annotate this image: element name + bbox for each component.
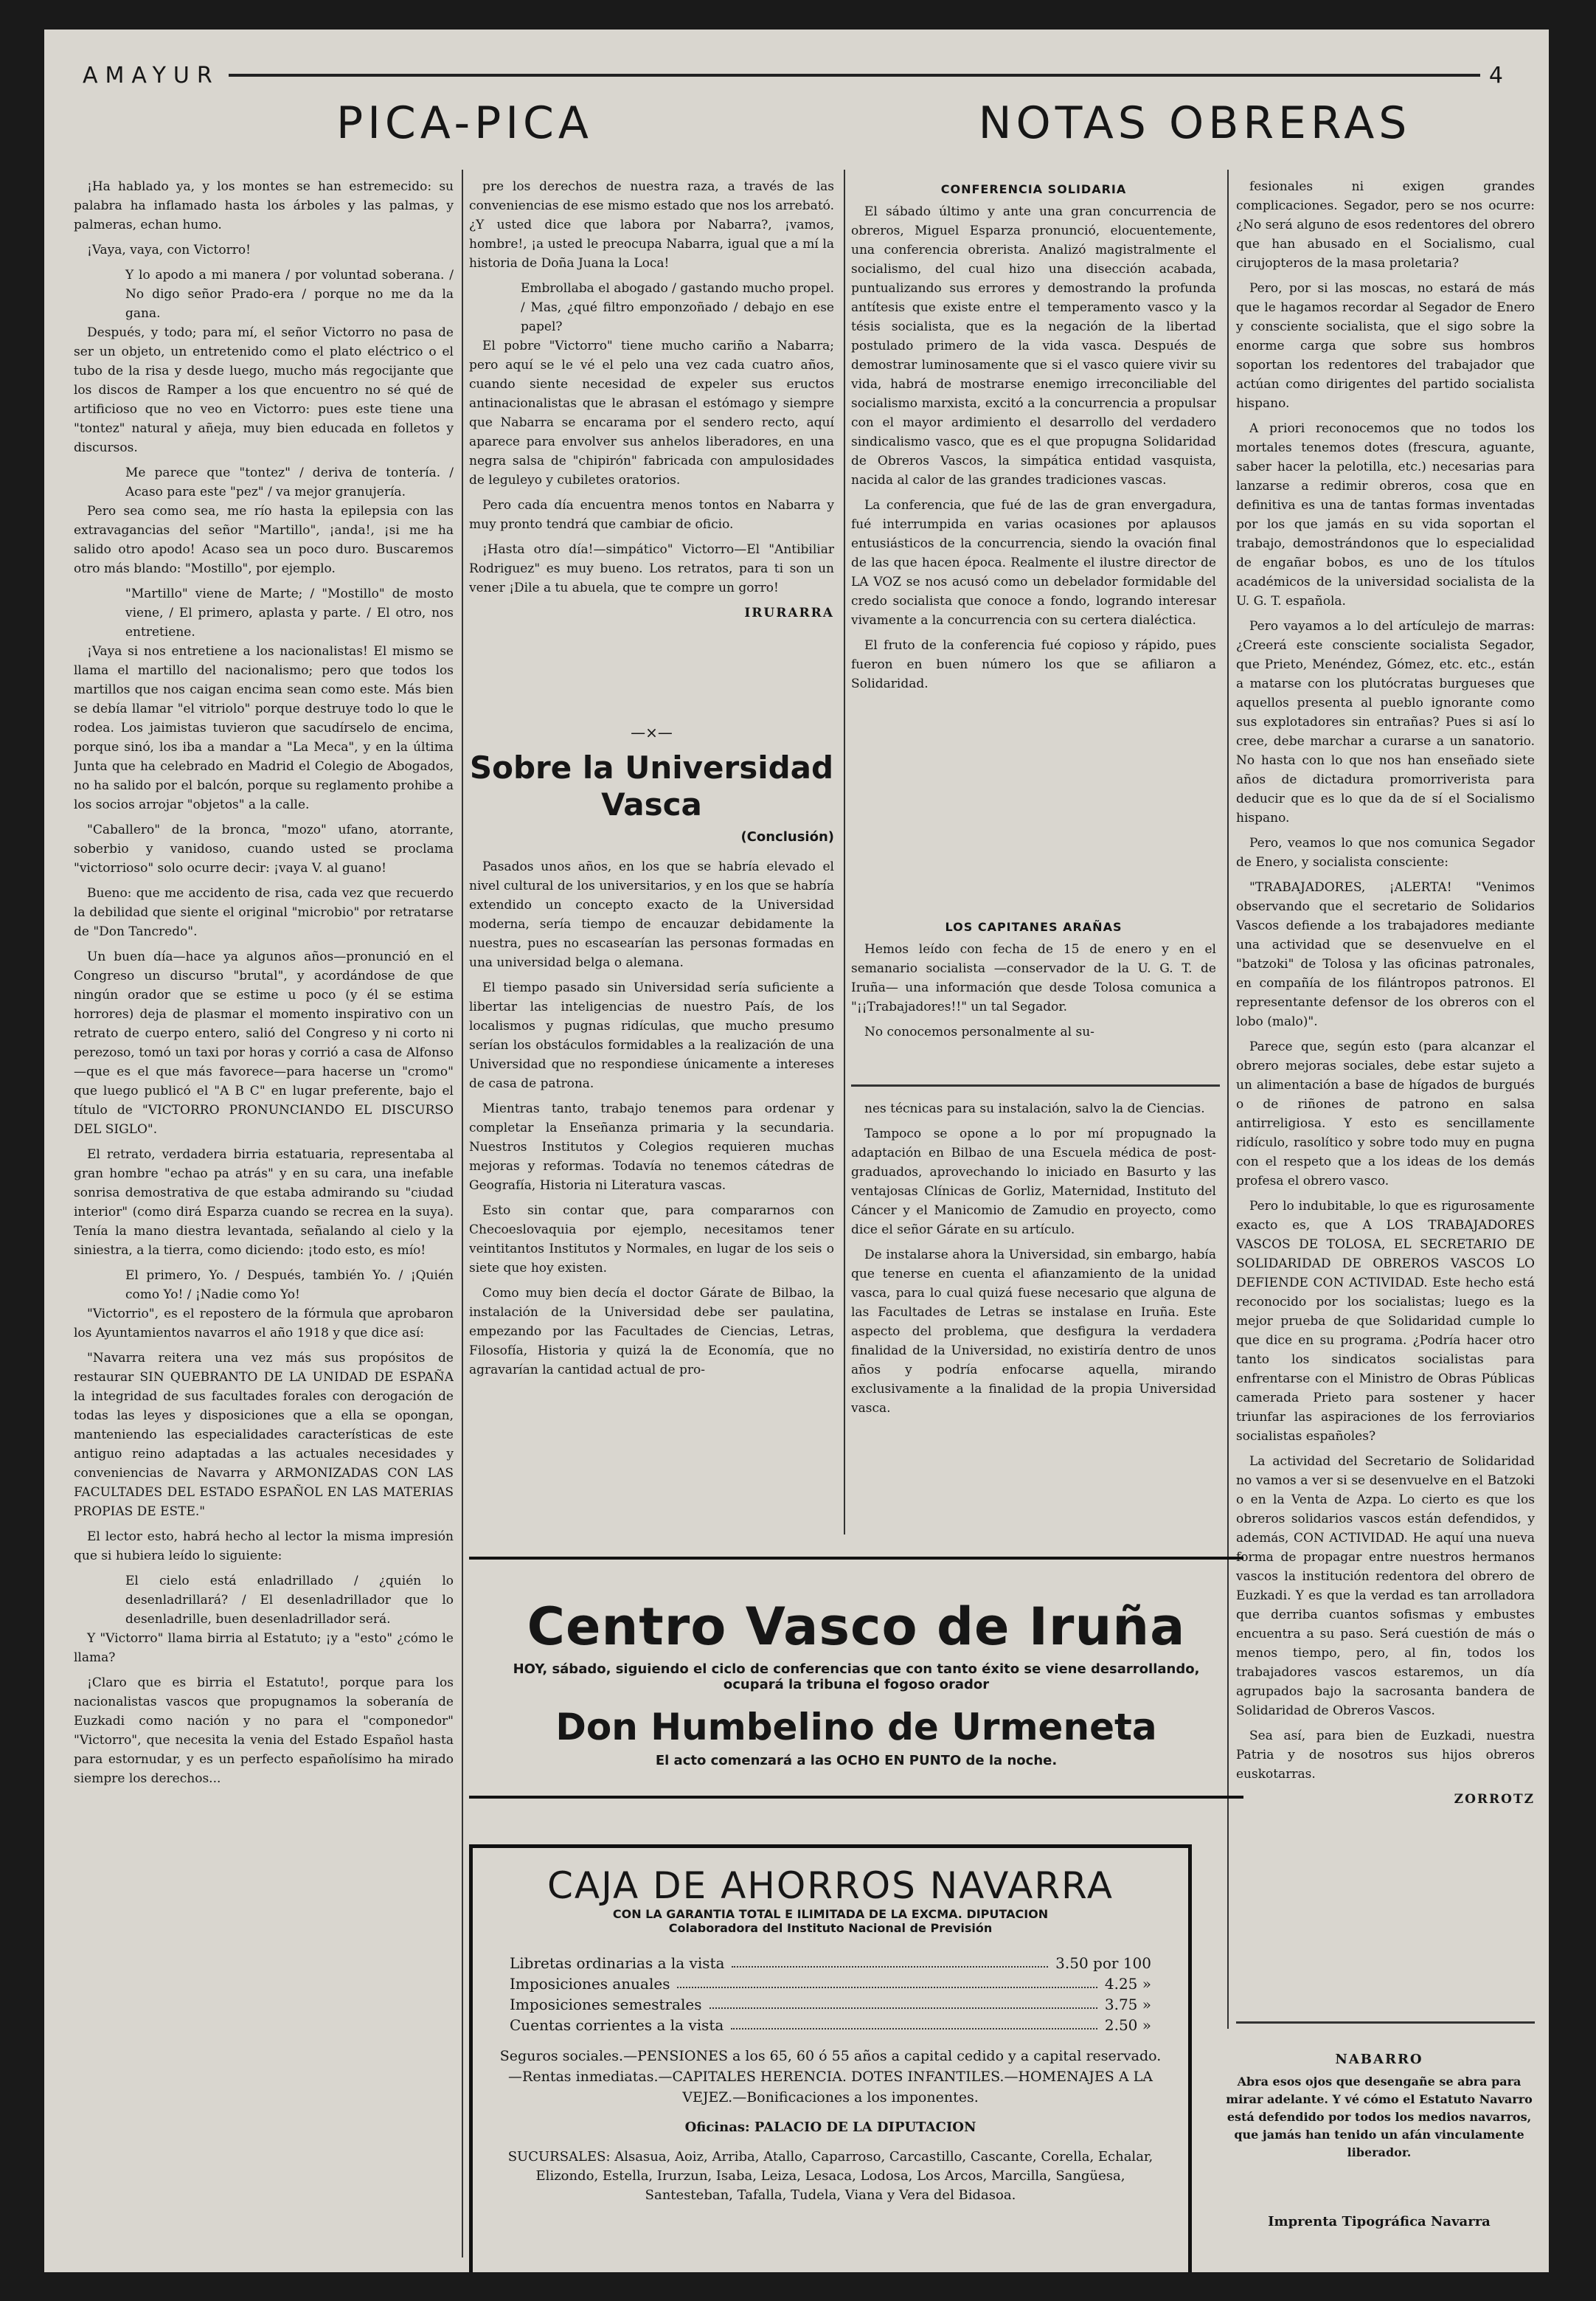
paragraph: Tampoco se opone a lo por mí propugnado la adaptación en Bilbao de una Escuela médica de post-graduados, aprovechando lo iniciado en Basurto y las ventajosas Clínicas de Gorliz, Maternidad, Instituto del Cáncer y el Manicomio de Zamudio en proyecto, como dice el señor Gárate en su artículo. [851,1127,1216,1237]
paragraph: pre los derechos de nuestra raza, a través de las conveniencias de ese mismo estado que nos los arrebató. ¿Y usted dice que labora por Nabarra?, ¡vamos, hombre!, ¡a usted le preocupa Nabarra, igual que a mí la historia de Doña Juana la Loca! [469,179,834,271]
horizontal-rule [1236,2021,1535,2024]
paragraph: Me parece que "tontez" / deriva de tontería. / Acaso para este "pez" / va mejor granujería. [125,466,454,499]
paragraph: "Martillo" viene de Marte; / "Mostillo" de mosto viene, / El primero, aplasta y parte. / El otro, nos entretiene. [125,587,454,640]
horizontal-rule [851,1084,1220,1087]
paragraph: El retrato, verdadera birria estatuaria, representaba al gran hombre "echao pa atrás" y en su cara, una inefable sonrisa demostrativa de que estaba admirando su "ciudad interior" (como dirá Esparza cuando se recrea en la suya). Tenía la mano diestra levantada, señalando al cielo y la siniestra, a la tierra, como diciendo: ¡todo esto, es mío! [74,1147,454,1258]
rate-value: 3.75 » [1104,1996,1151,2013]
pica-pica-column-2 [469,177,834,708]
leader-dots [732,1953,1048,1968]
rate-row [510,1994,1151,2015]
paragraph: Hemos leído con fecha de 15 de enero y en el semanario socialista —conservador de la U. G. T. de Iruña— una información que desde Tolosa comunica a "¡¡Trabajadores!!" un tal Segador. [851,942,1216,1014]
paragraph: La actividad del Secretario de Solidaridad no vamos a ver si se desenvuelve en el Batzoki o en la Venta de Azpa. Lo cierto es que los obreros solidarios vascos están defendidos, y además, CON ACTIVIDAD. He aquí una nueva forma de propagar entre nuestros hermanos vascos la institución redentora del obrero de Euzkadi. Y es que la verdad es tan arrolladora que derriba cuantos sofismas y embustes encuentra a su paso. Será cuestión de más o menos tiempo, pero, al fin, todos los trabajadores vascos estaremos, un día agrupados bajo la sacrosanta bandera de Solidaridad de Obreros Vascos. [1236,1454,1535,1718]
universidad-subtitle: (Conclusión) [740,829,834,845]
rate-row [510,2015,1151,2035]
leader-dots [709,1994,1097,2009]
centro-vasco-ad [469,1557,1243,1799]
separator: —×— [631,724,673,741]
rate-row [510,1973,1151,1994]
paragraph: A priori reconocemos que no todos los mortales tenemos dotes (frescura, aguante, saber hacer la pelotilla, etc.) necesarias para lanzarse a redimir obreros, cosa que en definitiva es una de tantas formas inventadas por los que jamás en su vida soportan el trabajo, demostrándonos que lo especialidad de engañar bobos, es uno de los títulos académicos de la universidad socialista de la U. G. T. española. [1236,421,1535,609]
paragraph: El pobre "Victorro" tiene mucho cariño a Nabarra; pero aquí se le vé el pelo una vez cada cuatro años, cuando siente necesidad de expeler sus eructos antinacionalistas que le abrasan el estómago y siempre que Nabarra se encarama por el sendero recto, aquí aparece para envolver sus anhelos liberadores, en una negra salsa de "chipirón" fabricada con ampulosidades de leguleyo y cubiletes oratorios. [469,339,834,488]
paragraph: ¡Hasta otro día!—simpático" Victorro—El "Antibiliar Rodriguez" es muy bueno. Los retratos, para ti son un vener ¡Dile a tu abuela, que te compre un gorro! [469,542,834,595]
paragraph: El cielo está enladrillado / ¿quién lo desenladrillará? / El desenladrillador que lo desenladrille, buen desenladrillador será. [125,1574,454,1627]
printer-credit: Imprenta Tipográfica Navarra [1268,2214,1491,2229]
caja-title: CAJA DE AHORROS NAVARRA [547,1864,1114,1907]
pica-pica-column-1 [74,177,454,2257]
nabarro-text: Abra esos ojos que desengañe se abra para mirar adelante. Y vé cómo el Estatuto Navarro está defendido por todos los medios navarros, que jamás han tenido un afán vinculamente liberador. [1226,2075,1533,2159]
newspaper-page [44,30,1549,2272]
paragraph: ¡Ha hablado ya, y los montes se han estremecido: su palabra ha inflamado hasta los árboles y las palmas, y palmeras, echan humo. [74,179,454,232]
paragraph: "Navarra reitera una vez más sus propósitos de restaurar SIN QUEBRANTO DE LA UNIDAD DE ESPAÑA la integridad de sus facultades forales con derogación de todas las leyes y disposiciones que a ella se opongan, manteniendo las especialidades características de este antiguo reino adaptadas a las actuales necesidades y conveniencias de Navarra y ARMONIZADAS CON LAS FACULTADES DEL ESTADO ESPAÑOL EN LAS MATERIAS PROPIAS DE ESTE." [74,1351,454,1519]
paragraph: El sábado último y ante una gran concurrencia de obreros, Miguel Esparza pronunció, elocuentemente, una conferencia obrerista. Analizó magistralmente el socialismo, del cual hizo una disección acabada, puntualizando sus errores y demostrando la profunda antítesis que existe entre el temperamento vasco y la tésis socialista, que es la negación de la libertad postulado primero de la vida vasca. Después de demostrar luminosamente que si el vasco quiere vivir su vida, habrá de mostrarse enemigo irreconciliable del socialismo marxista, excitó a la concurrencia a propulsar con el mayor ardimiento el desarrollo del verdadero sindicalismo vasco, que es el que propugna Solidaridad de Obreros Vascos, la simpática entidad vasquista, nacida al calor de las grandes tradiciones vascas. [851,204,1216,488]
paragraph: El primero, Yo. / Después, también Yo. / ¡Quién como Yo! / ¡Nadie como Yo! [125,1268,454,1302]
centro-vasco-title: Centro Vasco de Iruña [527,1596,1186,1657]
paragraph: Pero lo indubitable, lo que es rigurosamente exacto es, que A LOS TRABAJADORES VASCOS DE TOLOSA, EL SECRETARIO DE SOLIDARIDAD DE OBREROS VASCOS LO DEFIENDE CON ACTIVIDAD. Este hecho está reconocido por los socialistas; luego es la mejor prueba de que Solidaridad cumple lo que dice en su programa. ¿Podría hacer otro tanto los sindicatos socialistas para enfrentarse con el Ministro de Obras Públicas camerada Prieto para sostener y hacer triunfar las aspiraciones de los ferroviarios socialistas españoles? [1236,1199,1535,1444]
pica-pica-title: PICA-PICA [336,97,593,149]
paragraph: nes técnicas para su instalación, salvo la de Ciencias. [864,1101,1205,1116]
paragraph: ¡Vaya, vaya, con Victorro! [87,243,251,257]
leader-dots [731,2015,1097,2030]
conferencia-article [851,177,1216,915]
paragraph: Como muy bien decía el doctor Gárate de Bilbao, la instalación de la Universidad debe ser paulatina, empezando por las Facultades de Ciencias, Letras, Filosofía, Historia y quizá la de Economía, que no agravarían la cantidad actual de pro- [469,1286,834,1377]
rate-label: Imposiciones semestrales [510,1996,702,2013]
paragraph: Después, y todo; para mí, el señor Victorro no pasa de ser un objeto, un entretenido como el plato eléctrico o el tubo de la risa y desde luego, mucho más regocijante que los discos de Ramper a los que encuentro no sé qué de artificioso que no veo en Victorro: pues este tiene una "tontez" natural y añeja, muy bien educada en folletos y discursos. [74,325,454,455]
rate-label: Cuentas corrientes a la vista [510,2016,724,2034]
paragraph: Bueno: que me accidento de risa, cada vez que recuerdo la debilidad que siente el original "microbio" por retratarse de "Don Tancredo". [74,886,454,939]
paragraph: Pero vayamos a lo del artículejo de marras: ¿Creerá este consciente socialista Segador, que Prieto, Menéndez, Gómez, etc. etc., están a matarse con los plutócratas burgueses que aquellos presenta al pueblo ignorante como sus explotadores sin entrañas? Pues si así lo cree, debe marchar a curarse a un sanatorio. No hasta con lo que nos han enseñado siete años de dictadura promorriverista para deducir que es lo que da de sí el Socialismo hispano. [1236,619,1535,826]
paragraph: La conferencia, que fué de las de gran envergadura, fué interrumpida en varias ocasiones por aplausos entusiásticos de la concurrencia, siendo la ovación final de las que hacen época. Realmente el ilustre director de LA VOZ se nos acusó como un debelador formidable del credo socialista que conoce a fondo, logrando interesar vivamente a la concurrencia con su certera dialéctica. [851,498,1216,628]
rate-row [510,1953,1151,1973]
rate-value: 4.25 » [1104,1975,1151,1993]
paragraph: No conocemos personalmente al su- [864,1025,1094,1039]
paragraph: Mientras tanto, trabajo tenemos para ordenar y completar la Enseñanza primaria y la secundaria. Nuestros Institutos y Colegios requieren muchas mejoras y reformas. Todavía no tenemos cátedras de Geografía, Historia ni Literatura vascas. [469,1101,834,1193]
paragraph: Y lo apodo a mi manera / por voluntad soberana. / No digo señor Prado-era / porque no me da la gana. [125,268,454,321]
caja-guarantee: CON LA GARANTIA TOTAL E ILIMITADA DE LA EXCMA. DIPUTACION [612,1907,1049,1921]
paragraph: Embrollaba el abogado / gastando mucho propel. / Mas, ¿qué filtro emponzoñado / debajo en ese papel? [521,281,834,334]
paragraph: Pero sea como sea, me río hasta la epilepsia con las extravagancias del señor "Martillo", ¡anda!, ¡si me ha salido otro apodo! Acaso sea un poco duro. Buscaremos otro más blando: "Mostillo", por ejemplo. [74,504,454,576]
paper-name: AMAYUR [74,63,229,89]
page-number: 4 [1480,63,1519,89]
paragraph: fesionales ni exigen grandes complicaciones. Segador, pero se nos ocurre: ¿No será alguno de esos redentores del obrero que han abusado en el Socialismo, cual cirujopteros de la masa proletaria? [1236,179,1535,271]
masthead [74,44,1519,89]
rate-label: Imposiciones anuales [510,1975,670,1993]
capitanes-article [851,915,1216,1077]
event-time: El acto comenzará a las OCHO EN PUNTO de la noche. [655,1753,1058,1768]
paragraph: Esto sin contar que, para compararnos con Checoeslovaquia por ejemplo, necesitamos tener veintitantos Institutos y Normales, en lugar de los seis o siete que hoy existen. [469,1203,834,1276]
rate-value: 2.50 » [1104,2016,1151,2034]
paragraph: Un buen día—hace ya algunos años—pronunció en el Congreso un discurso "brutal", y acordándose de que ningún orador que se estime u poco (y él se estima horrores) deja de plasmar el momento inspirativo con un retrato de cuerpo entero, salió del Congreso y ni corto ni perezoso, tomó un taxi por horas y corrió a casa de Alfonso—que es el que más favorece—para hacerse un "cromo" que luego publicó el "A B C" en lugar preferente, bajo el título de "VICTORRO PRONUNCIANDO EL DISCURSO DEL SIGLO". [74,949,454,1137]
paragraph: ¡Claro que es birria el Estatuto!, porque para los nacionalistas vascos que propugnamos la soberanía de Euzkadi como nación y no para el "componedor" "Victorro", que necesita la venia del Estado Español hasta para estornudar, y es un perfecto españolísimo ha mirado siempre los derechos... [74,1675,454,1786]
paragraph: "Caballero" de la bronca, "mozo" ufano, atorrante, soberbio y vanidoso, cuando usted se proclama "victorrioso" solo ocurre decir: ¡vaya V. al guano! [74,823,454,876]
rates-list [510,1953,1151,2035]
nabarro-box [1224,2051,1534,2231]
paragraph: Pasados unos años, en los que se habría elevado el nivel cultural de los universitarios, y en los que se habría extendido un concepto exacto de la Universidad moderna, sería tiempo de encauzar debidamente la nuestra, pues no escasearían las personas formadas en una universidad belga o alemana. [469,859,834,970]
caja-offices: Oficinas: PALACIO DE LA DIPUTACION [684,2120,976,2135]
caja-collaboration: Colaboradora del Instituto Nacional de Previsión [668,1921,993,1935]
pica-signature: IRURARRA [744,606,834,620]
notas-obreras-title: NOTAS OBRERAS [978,97,1412,149]
leader-dots [677,1973,1097,1988]
capitanes-heading: LOS CAPITANES ARAÑAS [945,920,1123,934]
paragraph: Pero, veamos lo que nos comunica Segador de Enero, y socialista consciente: [1236,836,1535,870]
universidad-article [469,723,834,1542]
nabarro-title: NABARRO [1335,2052,1423,2067]
column-divider [462,170,463,2257]
obreras-signature: ZORROTZ [1454,1792,1535,1807]
speaker-name: Don Humbelino de Urmeneta [555,1706,1157,1748]
paragraph: El lector esto, habrá hecho al lector la misma impresión que si hubiera leído lo siguiente: [74,1529,454,1563]
paragraph: Pero cada día encuentra menos tontos en Nabarra y muy pronto tendrá que cambiar de oficio. [469,498,834,532]
caja-ahorros-ad [469,1844,1192,2272]
notas-obreras-right-column [1236,177,1535,2007]
paragraph: El fruto de la conferencia fué copioso y rápido, pues fueron en buen número los que se afiliaron a Solidaridad. [851,638,1216,691]
conferencia-heading: CONFERENCIA SOLIDARIA [940,182,1127,196]
paragraph: Pero, por si las moscas, no estará de más que le hagamos recordar al Segador de Enero y consciente socialista, que el sigo sobre la enorme carga que sobre sus hombros soportan los redentores del trabajador que actúan como dirigentes del partido socialista hispano. [1236,281,1535,411]
universidad-title: Sobre la Universidad Vasca [469,750,834,823]
paragraph: El tiempo pasado sin Universidad sería suficiente a libertar las inteligencias de nuestro País, de los localismos y pugnas ridículas, que mucho presumo serían los obstáculos formidables a la realización de una Universidad que no respondiese únicamente a intereses de casa de patrona. [469,980,834,1091]
rate-label: Libretas ordinarias a la vista [510,1954,725,1972]
universidad-continuation [851,1099,1216,1534]
centro-vasco-announcement: HOY, sábado, siguiendo el ciclo de conferencias que con tanto éxito se viene desarrollando, ocupará la tribuna el fogoso orador [513,1661,1200,1692]
paragraph: ¡Vaya si nos entretiene a los nacionalistas! El mismo se llama el martillo del nacionalismo; pero que todos los martillos que nos caigan encima sean como este. Más bien se debía llamar "el vitriolo" porque destruye todo lo que le rodea. Los jaimistas tuvieron que sacudírselo de encima, porque sinó, los iba a mandar a "La Meca", y en la última Junta que ha celebrado en Madrid el Colegio de Abogados, no ha salido por el balcón, porque su reglamento prohibe a los socios arrojar "objetos" a la calle. [74,644,454,812]
column-divider [844,170,845,1534]
paragraph: De instalarse ahora la Universidad, sin embargo, había que tenerse en cuenta el afianzamiento de la unidad vasca, para lo cual quizá fuese necesario que alguna de las Facultades de Letras se instalase en Iruña. Este aspecto del problema, que desfigura la verdadera finalidad de la Universidad, no existiría dentro de unos años y podría enfocarse aquella, mirando exclusivamente a la finalidad de la propia Universidad vasca. [851,1248,1216,1416]
paragraph: Sea así, para bien de Euzkadi, nuestra Patria y de nosotros sus hijos obreros euskotarras. [1236,1729,1535,1782]
caja-services: Seguros sociales.—PENSIONES a los 65, 60 ó 55 años a capital cedido y a capital reservado.—Rentas inmediatas.—CAPITALES HERENCIA. DOTES INFANTILES.—HOMENAJES A LA VEJEZ.—Bonificaciones a los imponentes. [499,2048,1162,2105]
paragraph: "Victorrio", es el repostero de la fórmula que aprobaron los Ayuntamientos navarros el año 1918 y que dice así: [74,1307,454,1340]
caja-branches: SUCURSALES: Alsasua, Aoiz, Arriba, Atallo, Caparroso, Carcastillo, Cascante, Corella, Echalar, Elizondo, Estella, Irurzun, Isaba, Leiza, Lesaca, Lodosa, Los Arcos, Marcilla, Sangüesa, Santesteban, Tafalla, Tudela, Viana y Vera del Bidasoa. [507,2149,1153,2203]
paragraph: Parece que, según esto (para alcanzar el obrero mejoras sociales, debe estar sujeto a un alimentación a base de hígados de burgués o de riñones de patrono en salsa antirreligiosa. Y esto es sencillamente ridículo, rasolítico y sobre todo muy en pugna con el respeto que a los ideas de los demás profesa el obrero vasco. [1236,1039,1535,1188]
rate-value: 3.50 por 100 [1055,1954,1151,1972]
paragraph: "TRABAJADORES, ¡ALERTA! "Venimos observando que el secretario de Solidarios Vascos defiende a los trabajadores mediante una actividad que se desenvuelve en el "batzoki" de Tolosa y las oficinas patronales, en compañía de los filántropos patronos. El representante defensor de los obreros con el lobo (malo)". [1236,880,1535,1029]
paragraph: Y "Victorro" llama birria al Estatuto; ¡y a "esto" ¿cómo le llama? [74,1631,454,1665]
